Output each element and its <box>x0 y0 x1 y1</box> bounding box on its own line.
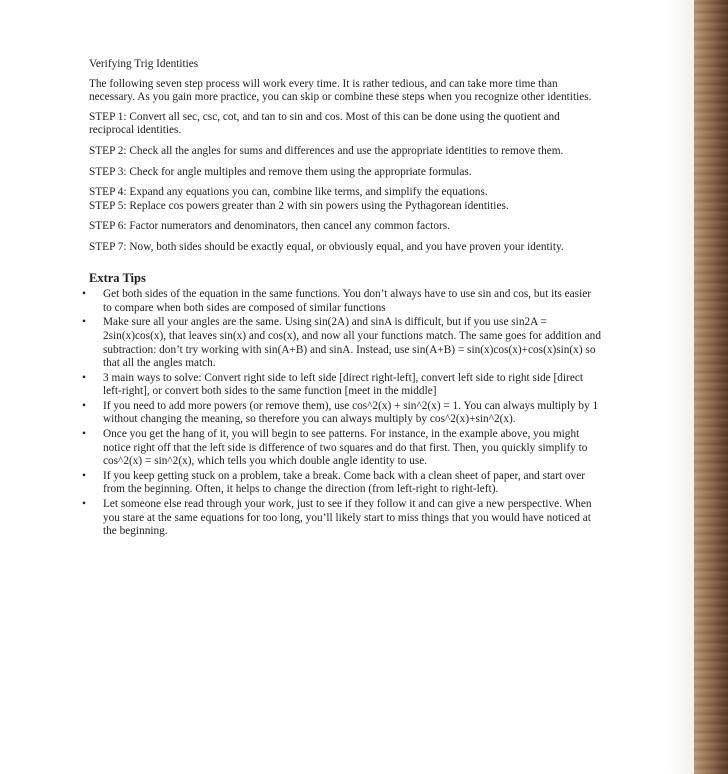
bullet-icon: • <box>82 428 86 441</box>
tip-text: Get both sides of the equation in the same functions. You don’t always have to use sin and cos, but its easier to compare when both sides are composed of similar functions <box>103 288 591 314</box>
step-2: STEP 2: Check all the angles for sums and differences and use the appropriate identities to remove them. <box>89 144 564 157</box>
bullet-icon: • <box>82 371 86 384</box>
tip-text: Let someone else read through your work, just to see if they follow it and can give a new perspective. When you stare at the same equations for too long, you’ll likely start to miss things that you would have noticed at the beginning. <box>103 498 592 538</box>
intro-paragraph: The following seven step process will work every time. It is rather tedious, and can take more time than necessary. As you gain more practice, you can skip or combine these steps when you recognize other identities. <box>89 77 592 104</box>
tip-item <box>82 428 601 469</box>
tip-item <box>82 316 601 370</box>
bullet-icon: • <box>82 469 86 482</box>
tip-text: Once you get the hang of it, you will begin to see patterns. For instance, in the example above, you might notice right off that the left side is difference of two squares and do that first. Then, you quickly simplify to cos^2(x) = sin^2(x), which tells you which double angle identity to use. <box>103 428 588 468</box>
document-body <box>82 58 601 540</box>
tip-item <box>82 498 601 539</box>
bullet-icon: • <box>82 498 86 511</box>
step-1: STEP 1: Convert all sec, csc, cot, and tan to sin and cos. Most of this can be done using the quotient and reciprocal identities. <box>89 110 560 137</box>
document-title: Verifying Trig Identities <box>89 58 199 70</box>
step-5: STEP 5: Replace cos powers greater than 2 with sin powers using the Pythagorean identities. <box>89 199 509 212</box>
extra-tips-heading: Extra Tips <box>89 270 146 285</box>
tip-item <box>82 288 601 315</box>
tip-text: If you need to add more powers (or remove them), use cos^2(x) + sin^2(x) = 1. You can always multiply by 1 without changing the meaning, so therefore you can always multiply by cos^2(x)+sin^2(x). <box>103 399 599 426</box>
step-6: STEP 6: Factor numerators and denominators, then cancel any common factors. <box>89 220 450 233</box>
tip-text: 3 main ways to solve: Convert right side to left side [direct right-left], convert left side to right side [direct left-right], or convert both sides to the same function [meet in the middle] <box>103 371 583 398</box>
bullet-icon: • <box>82 399 86 412</box>
tip-text: If you keep getting stuck on a problem, take a break. Come back with a clean sheet of paper, and start over from the beginning. Often, it helps to change the direction (from left-right to right-left). <box>103 469 585 496</box>
bullet-icon: • <box>82 288 86 301</box>
wood-table-edge <box>694 0 728 774</box>
tip-item <box>82 371 601 399</box>
tip-item <box>82 469 601 497</box>
bullet-icon: • <box>82 316 86 329</box>
tip-item <box>82 399 601 427</box>
step-4: STEP 4: Expand any equations you can, combine like terms, and simplify the equations. <box>89 186 488 199</box>
tip-text: Make sure all your angles are the same. Using sin(2A) and sinA is difficult, but if you use sin2A = 2sin(x)cos(x), that leaves sin(x) and cos(x), and now all your functions match. The same goes for addition and subtraction: don’t try working with sin(A+B) and sinA. Instead, use sin(A+B) = sin(x)cos(x)+cos(x)sin(x) so that all the angles match. <box>103 316 601 370</box>
step-3: STEP 3: Check for angle multiples and remove them using the appropriate formulas. <box>89 165 472 178</box>
step-7: STEP 7: Now, both sides should be exactly equal, or obviously equal, and you have proven your identity. <box>89 240 564 253</box>
tips-list <box>82 288 601 539</box>
